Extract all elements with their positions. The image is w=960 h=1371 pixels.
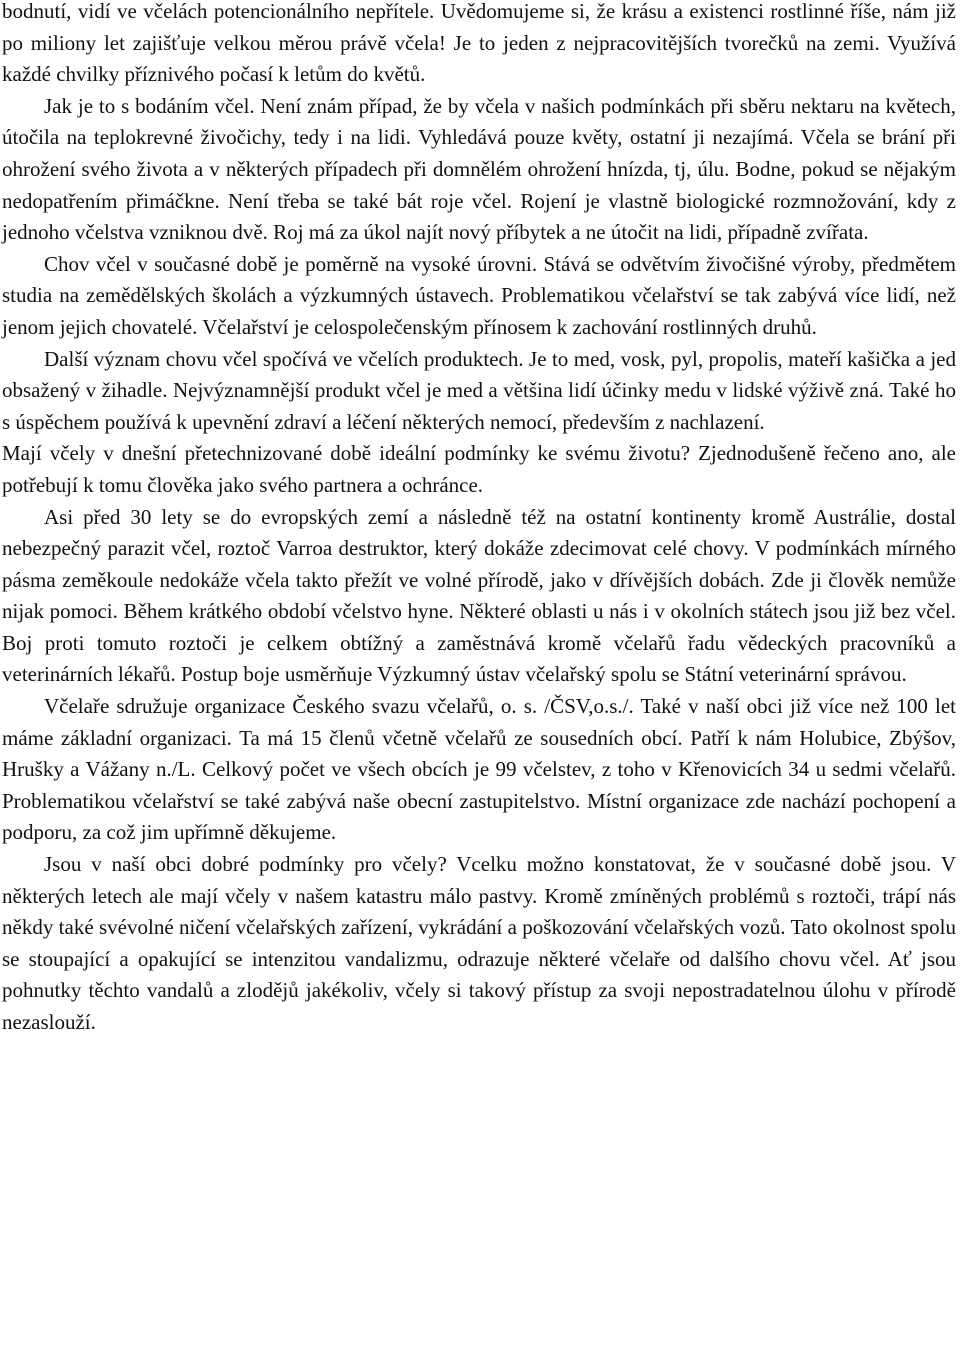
paragraph-beekeeping-level: Chov včel v současné době je poměrně na vysoké úrovni. Stává se odvětvím živočišné výroby, předmětem studia na zemědělských školách a výzkumných ústavech. Problematikou včelařství se tak zabývá více lidí, než jenom jejich chovatelé. Včelařství je celospolečenským přínosem k zachování rostlinných druhů. <box>2 251 956 339</box>
paragraph-varroa-parasite: Asi před 30 lety se do evropských zemí a následně též na ostatní kontinenty kromě Austrálie, dostal nebezpečný parazit včel, roztoč Varroa destruktor, který dokáže zdecimovat celé chovy. V podmínkách mírného pásma zeměkoule nedokáže včela takto přežít ve volné přírodě, jako v dřívějších dobách. Zde ji člověk nemůže nijak pomoci. Během krátkého období včelstvo hyne. Některé oblasti u nás i v okolních státech jsou již bez včel. Boj proti tomuto roztoči je celkem obtížný a zaměstnává kromě včelařů řadu vědeckých pracovníků a veterinárních lékařů. Postup boje usměrňuje Výzkumný ústav včelařský spolu se Státní veterinární správou. <box>2 504 956 687</box>
paragraph-local-conditions: Jsou v naší obci dobré podmínky pro včely? Vcelku možno konstatovat, že v současné době jsou. V některých letech ale mají včely v našem katastru málo pastvy. Kromě zmíněných problémů s roztoči, trápí nás někdy také svévolné ničení včelařských zařízení, vykrádání a poškozování včelařských vozů. Tato okolnost spolu se stoupající a opakující se intenzitou vandalizmu, odrazuje některé včelaře od dalšího chovu včel. Ať jsou pohnutky těchto vandalů a zlodějů jakékoliv, včely si takový přístup za svoji nepostradatelnou úlohu v přírodě nezaslouží. <box>2 852 956 1034</box>
paragraph-bee-stinging: Jak je to s bodáním včel. Není znám případ, že by včela v našich podmínkách při sběru nektaru na květech, útočila na teplokrevné živočichy, tedy i na lidi. Vyhledává pouze květy, ostatní ji nezajímá. Včela se brání při ohrožení svého života a v některých případech při domnělém ohrožení hnízda, tj, úlu. Bodne, pokud se nějakým nedopatřením přimáčkne. Není třeba se také bát roje včel. Rojení je vlastně biologické rozmnožování, kdy z jednoho včelstva vzniknou dvě. Roj má za úkol najít nový příbytek a ne útočit na lidi, případně zvířata. <box>2 93 956 245</box>
paragraph-bee-products: Další význam chovu včel spočívá ve včelích produktech. Je to med, vosk, pyl, propolis, mateří kašička a jed obsažený v žihadle. Nejvýznamnější produkt včel je med a většina lidí účinky medu v lidské výživě zná. Také ho s úspěchem používá k upevnění zdraví a léčení některých nemocí, především z nachlazení. <box>2 346 956 434</box>
paragraph-beekeepers-union: Včelaře sdružuje organizace Českého svazu včelařů, o. s. /ČSV,o.s./. Také v naší obci již více než 100 let máme základní organizaci. Ta má 15 členů včetně včelařů ze sousedních obcí. Patří k nám Holubice, Zbýšov, Hrušky a Vážany n./L. Celkový počet ve všech obcích je 99 včelstev, z toho v Křenovicích 34 u sedmi včelařů. Problematikou včelařství se také zabývá naše obecní zastupitelstvo. Místní organizace zde nachází pochopení a podporu, za což jim upřímně děkujeme. <box>2 694 956 845</box>
paragraph-continued: bodnutí, vidí ve včelách potencionálního nepřítele. Uvědomujeme si, že krásu a existenci rostlinné říše, nám již po miliony let zajišťuje velkou měrou právě včela! Je to jeden z nejpracovitějších tvorečků na zemi. Využívá každé chvilky příznivého počasí k letům do květů. <box>2 0 956 87</box>
paragraph-ideal-conditions: Mají včely v dnešní přetechnizované době ideální podmínky ke svému životu? Zjednodušeně řečeno ano, ale potřebují k tomu člověka jako svého partnera a ochránce. <box>2 441 956 497</box>
